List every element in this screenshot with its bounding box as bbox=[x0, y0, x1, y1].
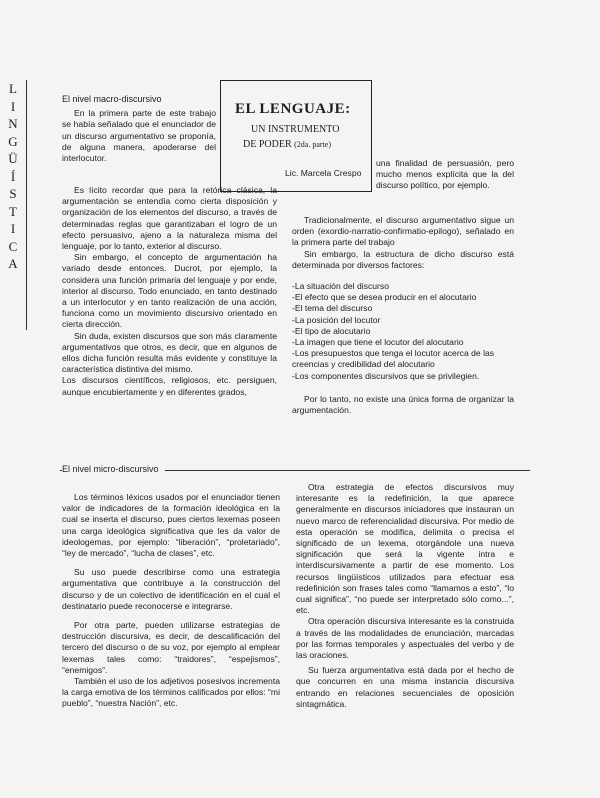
section-letter: L bbox=[9, 81, 17, 96]
macro-paragraph: En la primera parte de este trabajo se había señalado que el enunciador de un discurso argumentativo se proponía, de alguna manera, apoderarse del interlocutor. bbox=[62, 108, 216, 164]
micro-right-column bbox=[296, 482, 514, 710]
macro-paragraph: Es lícito recordar que para la retórica clásica, la argumentación se entendía como cierta disposición y organización de los elementos del discurso, a través de determinadas reglas que garantizaban el logro de un efecto persuasivo, ajeno a la naturaleza misma del lenguaje, por lo tanto, exterior al discurso. bbox=[62, 185, 277, 252]
section-letter: I bbox=[10, 221, 16, 236]
macro-paragraph: Sin embargo, el concepto de argumentación ha variado desde entonces. Ducrot, por ejemplo, la considera una función primaria del lenguaje y por ende, interior al discurso. Todo enunciado, en tanto destinado a un interlocutor y en tanto realización de una acción, funciona como un movimiento discursivo orientado en cierta dirección. bbox=[62, 252, 277, 330]
list-item: -Los presupuestos que tenga el locutor acerca de las creencias y credibilidad del alocutario bbox=[292, 348, 495, 370]
section-letter: Ü bbox=[8, 151, 18, 166]
section-letter: Í bbox=[10, 168, 16, 184]
micro-left-column bbox=[62, 492, 280, 710]
section-letter: C bbox=[8, 238, 18, 254]
section-letter: G bbox=[8, 133, 18, 149]
macro-right-top-text: una finalidad de persuasión, pero mucho menos explícita que la del discurso político, por ejemplo. bbox=[376, 158, 514, 191]
micro-paragraph: Otra operación discursiva interesante es la construida a través de las modalidades de enunciación, marcadas por las formas temporales y aspectuales del verbo y de las oraciones. bbox=[296, 616, 514, 661]
section-letter: N bbox=[8, 116, 18, 131]
subtitle-line2-text: DE PODER bbox=[243, 139, 292, 150]
article-author: Lic. Marcela Crespo bbox=[285, 168, 362, 178]
macro-left-column-wide bbox=[62, 185, 277, 398]
micro-paragraph: Otra estrategia de efectos discursivos muy interesante es la redefinición, la que aparece generalmente en discursos iniciadores que instauran un nuevo marco de referencialidad discursiva. Por medio de esta operación se modifica, delimita o precisa el significado de un lexema, otorgándole una nueva significación que será la vigente intra e interdiscursivamente a partir de ese momento. Los recursos lingüísticos utilizados para efectuar esa redefinición son frases tales como “llamamos a esto”, “lo cual significa”, “no puede ser interpretado sólo como...”, etc. bbox=[296, 482, 514, 616]
article-subtitle-line1: UN INSTRUMENTO bbox=[251, 124, 340, 135]
micro-paragraph: Su fuerza argumentativa está dada por el hecho de que concurren en una misma instancia discursiva entrando en relaciones secuenciales de oposición sintagmática. bbox=[296, 665, 514, 709]
section-letter: S bbox=[9, 186, 17, 201]
subtitle-part: (2da. parte) bbox=[294, 140, 331, 149]
micro-paragraph: Su uso puede describirse como una estrategia argumentativa que contribuye a la construcción del discurso y de un colectivo de identificación en el cual el destinatario puede reconocerse e integrarse. bbox=[62, 567, 280, 611]
micro-heading: El nivel micro-discursivo bbox=[62, 464, 165, 475]
article-title-box bbox=[220, 80, 372, 192]
list-item: -El efecto que se desea producir en el alocutario bbox=[292, 292, 477, 303]
article-subtitle-line2 bbox=[243, 139, 331, 150]
micro-paragraph: También el uso de los adjetivos posesivos incrementa la carga emotiva de los términos calificados por ellos: “mi pueblo”, “nuestra Nación”, etc. bbox=[62, 676, 280, 709]
list-item: -La posición del locutor bbox=[292, 314, 381, 325]
section-letter: T bbox=[9, 203, 17, 219]
macro-right-top bbox=[376, 158, 514, 192]
micro-paragraph: Por otra parte, pueden utilizarse estrategias de destrucción discursiva, es decir, de descalificación del tercero del discurso o de su voz, por ejemplo al emplear lexemas tales como: “traidores”, “espejismos”, “enemigos”. bbox=[62, 620, 280, 675]
list-item: -El tipo de alocutario bbox=[292, 325, 371, 336]
section-letter: I bbox=[10, 98, 16, 114]
list-item: -Los componentes discursivos que se privilegien. bbox=[292, 370, 480, 381]
macro-left-column bbox=[62, 94, 216, 164]
article-title: EL LENGUAJE: bbox=[235, 101, 351, 117]
list-item: -La imagen que tiene el locutor del alocutario bbox=[292, 337, 464, 348]
list-item: -La situación del discurso bbox=[292, 281, 389, 292]
macro-paragraph: Sin duda, existen discursos que son más claramente argumentativos que otros, es decir, que en algunos de ellos dicha función resulta más evidente y constituye la característica distintiva del mismo. bbox=[62, 330, 277, 375]
factor-list bbox=[292, 281, 514, 382]
section-letter: A bbox=[8, 256, 18, 271]
macro-right-paragraph: Sin embargo, la estructura de dicho discurso está determinada por diversos factores: bbox=[292, 248, 514, 270]
section-label-linguistica bbox=[0, 80, 27, 330]
macro-conclusion: Por lo tanto, no existe una única forma de organizar la argumentación. bbox=[292, 393, 514, 416]
macro-right-column bbox=[292, 215, 514, 416]
micro-paragraph: Los términos léxicos usados por el enunciador tienen valor de indicadores de la formación ideológica en la cual se inserta el discurso, pues ciertos lexemas poseen una carga ideológica significativa que les da valor de ideologemas, por ejemplo: “liberación”, “proletariado”, “ley de mercado”, “lucha de clases”, etc. bbox=[62, 492, 280, 559]
list-item: -El tema del discurso bbox=[292, 303, 373, 314]
macro-heading: El nivel macro-discursivo bbox=[62, 94, 162, 104]
macro-paragraph: Los discursos científicos, religiosos, etc. persiguen, aunque encubiertamente y en diferentes grados, bbox=[62, 375, 277, 397]
macro-right-paragraph: Tradicionalmente, el discurso argumentativo sigue un orden (exordio-narratio-confirmatio-epilogo), señalado en la primera parte del trabajo bbox=[292, 215, 514, 248]
